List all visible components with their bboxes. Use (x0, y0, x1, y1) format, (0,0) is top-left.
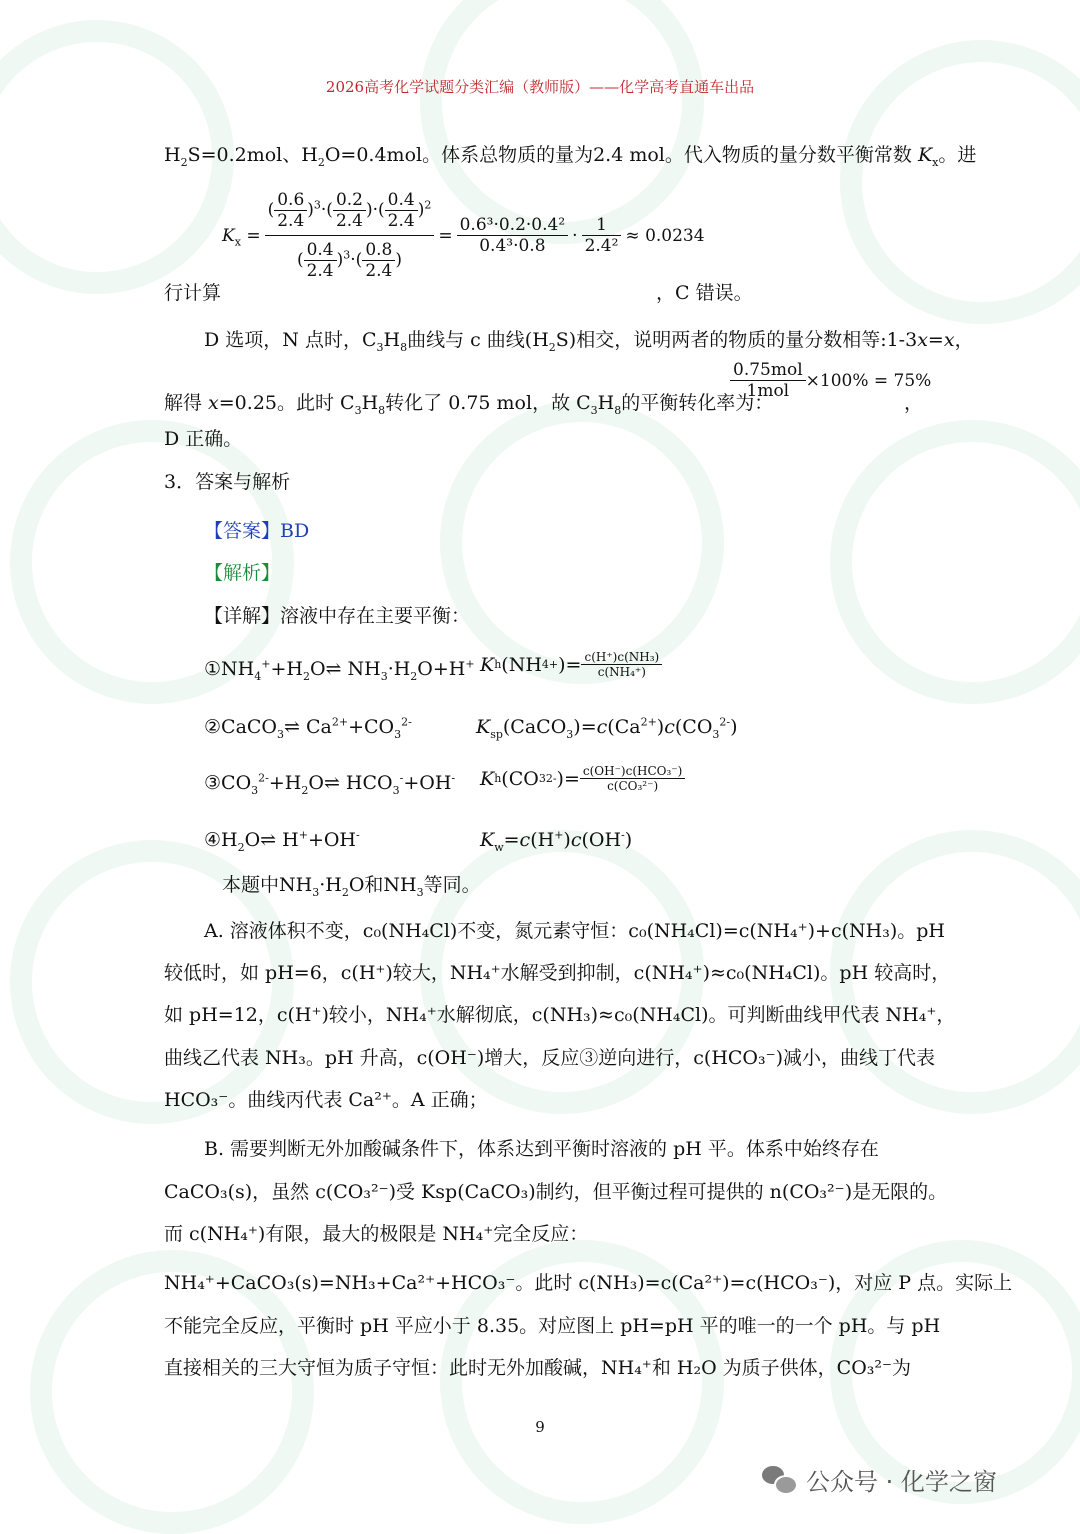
paragraph-line: NH₄⁺+CaCO₃(s)=NH₃+Ca²⁺+HCO₃⁻。此时 c(NH₃)=c(Ca²⁺)=c(HCO₃⁻)，对应 P 点。实际上 (164, 1272, 1013, 1294)
paragraph-line: 不能完全反应，平衡时 pH 平应小于 8.35。对应图上 pH=pH 平的唯一的一个 pH。与 pH (164, 1315, 941, 1337)
equilibrium-3: $③CO_3^{2-}+H_2O\rightleftharpoons$ $HCO_3^-+OH^-$ (204, 771, 456, 797)
paragraph-line: 行计算 (164, 282, 222, 304)
equilibrium-1: $①NH_4^++H_2O\rightleftharpoons$ $NH_3\cdot H_2O+H^+$ (204, 657, 475, 683)
constant-ksp: $K_{sp}(CaCO_3)=c(Ca^{2+})c(CO_3^{2-})$ (476, 715, 738, 741)
paragraph-line: D 选项，N 点时，$C_3H_8$曲线与 c 曲线$(H_2S)$相交，说明两者的物质的量分数相等:1-3x=x， (204, 329, 974, 354)
answer-label: 【答案】BD (204, 520, 310, 542)
question-heading: 3．答案与解析 (164, 471, 291, 493)
constant-kh-co3: K h (CO 3 2- )= $\frac{\text{c(OH⁻)c(HCO₃⁻)}}{\text{c(CO₃²⁻)}}$ (480, 764, 685, 793)
paragraph-line: 直接相关的三大守恒为质子守恒：此时无外加酸碱，NH₄⁺和 H₂O 为质子供体，CO₃²⁻为 (164, 1357, 912, 1379)
paragraph-line: 解得 x=0.25。此时 $C_3H_8$转化了 0.75 mol，故 $C_3H_8$的平衡转化率为： (164, 392, 774, 417)
kx-formula: $K_x$ = ( $\frac{0.6}{2.4}$ )$^3$·( $\frac{0.2}{2.4}$ )·( $\frac{0.4}{2.4}$ )$^2$ ( $\frac{0.4}{2.4}$ )$^3$·( $\frac{0.8}{2.4}$ ) = $\frac{\text{0.6³·0.2·0.4²}}{\text{0.4³·0.8}}$ · $\frac{1}{\text{2.4²}}$ ≈ 0.0234 (222, 190, 705, 281)
note-line: 本题中$NH_3\cdot H_2O$和$NH_3$等同。 (222, 874, 481, 899)
paragraph-line: CaCO₃(s)，虽然 c(CO₃²⁻)受 Ksp(CaCO₃)制约，但平衡过程可提供的 n(CO₃²⁻)是无限的。 (164, 1181, 948, 1203)
kx-fraction: ( $\frac{0.6}{2.4}$ )$^3$·( $\frac{0.2}{2.4}$ )·( $\frac{0.4}{2.4}$ )$^2$ ( $\frac{0.4}{2.4}$ )$^3$·( $\frac{0.8}{2.4}$ ) (265, 190, 435, 281)
footer-label: 公众号 · 化学之窗 (806, 1468, 997, 1496)
page-number: 9 (535, 1418, 545, 1436)
detail-label: 【详解】溶液中存在主要平衡： (204, 605, 471, 627)
analysis-label: 【解析】 (204, 562, 281, 584)
equilibrium-4: $④H_2O\rightleftharpoons$ H++OH- (204, 828, 360, 854)
paragraph-line: A. 溶液体积不变，c₀(NH₄Cl)不变，氮元素守恒：c₀(NH₄Cl)=c(NH₄⁺)+c(NH₃)。pH (204, 920, 945, 942)
paragraph-line: D 正确。 (164, 428, 243, 450)
equilibrium-2: ②CaCO$_3$⇌ $Ca^{2+}+CO_3^{2-}$ (204, 715, 412, 741)
paragraph-line: ， (904, 392, 924, 414)
conversion-formula: $\frac{\text{0.75mol}}{\text{1mol}}$ ×100% = 75% (730, 360, 931, 401)
paragraph-line: 而 c(NH₄⁺)有限，最大的极限是 NH₄⁺完全反应： (164, 1223, 589, 1245)
paragraph-line: 如 pH=12，c(H⁺)较小，NH₄⁺水解彻底，c(NH₃)≈c₀(NH₄Cl)。可判断曲线甲代表 NH₄⁺， (164, 1004, 956, 1026)
page-header: 2026高考化学试题分类汇编（教师版）——化学高考直通车出品 (325, 78, 755, 96)
paragraph-line: HCO₃⁻。曲线丙代表 Ca²⁺。A 正确； (164, 1089, 488, 1111)
constant-kw: $K_w=c(H^+)c(OH^-)$ (480, 828, 633, 854)
paragraph-line: B. 需要判断无外加酸碱条件下，体系达到平衡时溶液的 pH 平。体系中始终存在 (204, 1138, 879, 1160)
paragraph-line: 较低时，如 pH=6，c(H⁺)较大，NH₄⁺水解受到抑制，c(NH₄⁺)≈c₀(NH₄Cl)。pH 较高时， (164, 962, 951, 984)
watermark-ring (830, 420, 1080, 704)
paragraph-line: 曲线乙代表 NH₃。pH 升高，c(OH⁻)增大，反应③逆向进行，c(HCO₃⁻)减小，曲线丁代表 (164, 1047, 936, 1069)
watermark-ring (440, 400, 724, 684)
wechat-icon (762, 1466, 796, 1494)
paragraph-line: $H_2S=0.2mol$、$H_2O=0.4mol$。体系总物质的量为2.4 mol。代入物质的量分数平衡常数 $K_x$。进 (164, 144, 977, 169)
paragraph-line: ，C 错误。 (656, 282, 753, 304)
footer-account[interactable] (762, 1462, 997, 1497)
constant-kh-nh4: K h (NH 4 + )= $\frac{\text{c(H⁺)c(NH₃)}}{\text{c(NH₄⁺)}}$ (480, 650, 662, 679)
